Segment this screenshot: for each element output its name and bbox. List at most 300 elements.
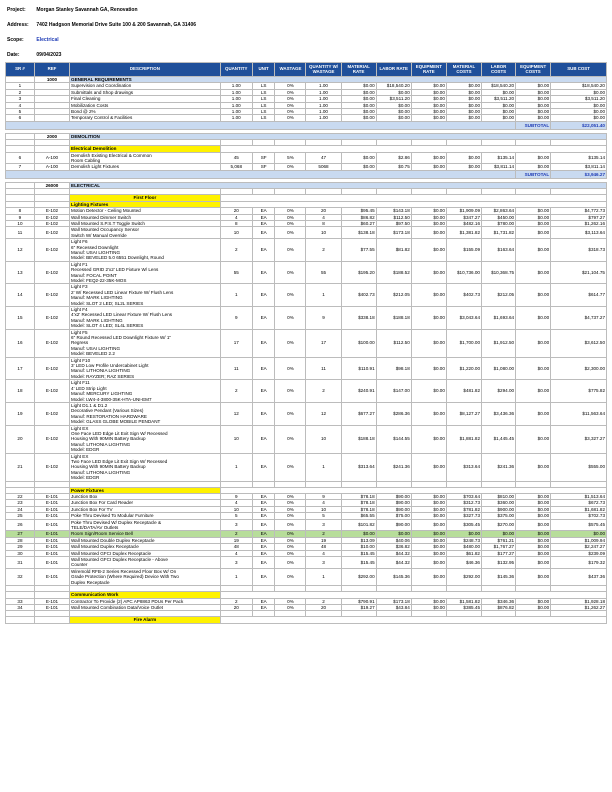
- cell-er: $0.00: [411, 83, 446, 89]
- cell-sr: 15: [6, 307, 35, 330]
- cell-er: $0.00: [411, 96, 446, 102]
- cell-sr: 30: [6, 550, 35, 556]
- cell-desc: Light F3 2' W/ Recessed LED Linear Fixture W/ Flush Lens Manuf: MARK LIGHTING Model: SLOT 2 LED; SL2L SERIES: [70, 284, 221, 307]
- cell-mc: $0.00: [446, 531, 481, 537]
- cell-mr: $790.91: [341, 598, 376, 604]
- table-row: [6, 568, 607, 585]
- cell-desc: Light EX Two Face LED Edge Lit Exit Sign W/ Recessed Housing With 90MIN Battery Backup Manuf: LITHONIA LIGHTING Model: EDGR: [70, 453, 221, 481]
- col-header: EQUIPMENT RATE: [411, 63, 446, 77]
- cell-lr: $0.00: [376, 115, 411, 121]
- cell-qty: 1.00: [220, 102, 252, 108]
- cell-ref: E-102: [34, 239, 69, 262]
- section-title: ELECTRICAL: [70, 182, 607, 188]
- cell-sr: 3: [6, 96, 35, 102]
- cell-sub: $1,262.16: [551, 220, 607, 226]
- cell-ec: $0.00: [516, 115, 551, 121]
- project-name: Morgan Stanley Savannah GA, Renovation: [36, 7, 138, 13]
- cell-desc: Final Cleaning: [70, 96, 221, 102]
- cell-unit: EA: [252, 557, 275, 569]
- table-row: [6, 380, 607, 403]
- cell-sub: $179.32: [551, 557, 607, 569]
- cell-qw: 11: [306, 357, 341, 380]
- cell-mr: $10.00: [341, 544, 376, 550]
- cell-mc: $155.09: [446, 239, 481, 262]
- cell-er: $0.00: [411, 220, 446, 226]
- cell-sub: $4,772.73: [551, 208, 607, 214]
- cell-ref: E-101: [34, 550, 69, 556]
- cell-lc: $0.00: [482, 115, 516, 121]
- category-title: Electrical Demolition: [70, 146, 221, 152]
- cell-lr: $212.05: [376, 284, 411, 307]
- project-label: Project:: [7, 7, 26, 13]
- cell-sub: $318.73: [551, 239, 607, 262]
- cell-ec: $0.00: [516, 220, 551, 226]
- cell-lc: $450.00: [482, 214, 516, 220]
- cell-ec: $0.00: [516, 519, 551, 531]
- cell-qw: 48: [306, 544, 341, 550]
- cell-mr: $101.82: [341, 519, 376, 531]
- cell-qw: 3: [306, 519, 341, 531]
- cell-wst: 0%: [275, 604, 306, 610]
- cell-lc: $3,511.20: [482, 96, 516, 102]
- cell-lr: $143.18: [376, 208, 411, 214]
- cell-er: $0.00: [411, 284, 446, 307]
- cell-wst: 0%: [275, 239, 306, 262]
- cell-lr: $90.00: [376, 494, 411, 500]
- cell-mc: $313.64: [446, 453, 481, 481]
- cell-wst: 0%: [275, 519, 306, 531]
- cell-lc: $135.14: [482, 152, 516, 164]
- cell-mr: $65.55: [341, 513, 376, 519]
- cell-ref: E-101: [34, 598, 69, 604]
- cell-wst: 0%: [275, 506, 306, 512]
- cell-sr: 4: [6, 102, 35, 108]
- cell-ec: $0.00: [516, 152, 551, 164]
- cell-er: $0.00: [411, 402, 446, 425]
- cell-mc: $292.00: [446, 568, 481, 585]
- cell-ec: $0.00: [516, 109, 551, 115]
- cell-qw: 8: [306, 220, 341, 226]
- cell-unit: EA: [252, 239, 275, 262]
- cell-unit: EA: [252, 500, 275, 506]
- cell-mc: $703.64: [446, 494, 481, 500]
- cell-wst: 0%: [275, 453, 306, 481]
- cell-sr: 29: [6, 544, 35, 550]
- cell-sub: $3,113.64: [551, 227, 607, 239]
- cell-lc: $360.00: [482, 500, 516, 506]
- cell-wst: 0%: [275, 227, 306, 239]
- cell-unit: LS: [252, 115, 275, 121]
- estimate-table: [5, 62, 607, 624]
- cell-sr: 8: [6, 208, 35, 214]
- cell-wst: 0%: [275, 307, 306, 330]
- cell-lr: $286.36: [376, 402, 411, 425]
- cell-sub: $3,811.14: [551, 164, 607, 170]
- cell-qty: 1.00: [220, 115, 252, 121]
- cell-desc: Light F11 4' LED Strip Light Manuf: MERCURY LIGHTING Model: LW4-4-3800-35K-HTA-UNI-EM7: [70, 380, 221, 403]
- cell-sr: 27: [6, 531, 35, 537]
- cell-mr: $0.00: [341, 109, 376, 115]
- col-header: SUB COST: [551, 63, 607, 77]
- cell-sub: $1,928.18: [551, 598, 607, 604]
- cell-lc: $18,540.20: [482, 83, 516, 89]
- table-header-row: [6, 63, 607, 77]
- cell-desc: Mobilization Costs: [70, 102, 221, 108]
- cell-qw: 47: [306, 152, 341, 164]
- section-title: DEMOLITION: [70, 133, 607, 139]
- cell-qty: 10: [220, 227, 252, 239]
- cell-er: $0.00: [411, 598, 446, 604]
- cell-qw: 12: [306, 402, 341, 425]
- cell-unit: EA: [252, 402, 275, 425]
- cell-ec: $0.00: [516, 307, 551, 330]
- cell-lc: $0.00: [482, 109, 516, 115]
- cell-lc: $3,811.14: [482, 164, 516, 170]
- cell-sub: $3,612.50: [551, 329, 607, 357]
- cell-mr: $240.91: [341, 380, 376, 403]
- cell-lr: $3,511.20: [376, 96, 411, 102]
- cell-qw: 1.00: [306, 109, 341, 115]
- cell-ec: $0.00: [516, 239, 551, 262]
- cell-lr: $0.00: [376, 102, 411, 108]
- cell-ref: E-101: [34, 513, 69, 519]
- cell-lr: $81.82: [376, 239, 411, 262]
- table-row: [6, 557, 607, 569]
- cell-er: $0.00: [411, 109, 446, 115]
- cell-qty: 9: [220, 307, 252, 330]
- cell-er: $0.00: [411, 164, 446, 170]
- cell-qw: 9: [306, 307, 341, 330]
- cell-wst: 0%: [275, 513, 306, 519]
- cell-desc: Wall Mounted GFCI Duplex Receptacle: [70, 550, 221, 556]
- cell-sr: 21: [6, 453, 35, 481]
- cell-ref: E-101: [34, 531, 69, 537]
- cell-mc: $781.82: [446, 506, 481, 512]
- cell-unit: EA: [252, 214, 275, 220]
- col-header: QUANTITY: [220, 63, 252, 77]
- cell-mc: $1,909.09: [446, 208, 481, 214]
- cell-lc: $0.00: [482, 102, 516, 108]
- cell-ec: $0.00: [516, 102, 551, 108]
- cell-sub: $1,262.27: [551, 604, 607, 610]
- cell-lc: $241.36: [482, 453, 516, 481]
- cell-unit: EA: [252, 208, 275, 214]
- cell-mr: $0.00: [341, 96, 376, 102]
- cell-qty: 20: [220, 604, 252, 610]
- cell-wst: 0%: [275, 531, 306, 537]
- cell-lc: $163.64: [482, 239, 516, 262]
- cell-sr: 22: [6, 494, 35, 500]
- cell-lr: $40.06: [376, 537, 411, 543]
- cell-wst: 0%: [275, 115, 306, 121]
- cell-mc: $0.00: [446, 96, 481, 102]
- cell-er: $0.00: [411, 115, 446, 121]
- cell-ref: E-101: [34, 519, 69, 531]
- col-header: UNIT: [252, 63, 275, 77]
- cell-qw: 1.00: [306, 89, 341, 95]
- cell-wst: 0%: [275, 164, 306, 170]
- cell-sub: $555.00: [551, 453, 607, 481]
- cell-ec: $0.00: [516, 96, 551, 102]
- cell-ec: $0.00: [516, 164, 551, 170]
- cell-lc: $810.00: [482, 494, 516, 500]
- cell-lc: $375.00: [482, 513, 516, 519]
- cell-lr: $18,540.20: [376, 83, 411, 89]
- cell-ref: A-100: [34, 152, 69, 164]
- cell-sr: 7: [6, 164, 35, 170]
- cell-er: $0.00: [411, 89, 446, 95]
- cell-ec: $0.00: [516, 598, 551, 604]
- cell-wst: 0%: [275, 425, 306, 453]
- cell-ref: E-101: [34, 604, 69, 610]
- cell-qw: 5: [306, 513, 341, 519]
- cell-sr: 12: [6, 239, 35, 262]
- cell-sr: 5: [6, 109, 35, 115]
- cell-lr: $112.50: [376, 214, 411, 220]
- col-header: DESCRIPTION: [70, 63, 221, 77]
- cell-mc: $482.16: [446, 220, 481, 226]
- cell-sr: 24: [6, 506, 35, 512]
- cell-qty: 5: [220, 513, 252, 519]
- cell-unit: EA: [252, 453, 275, 481]
- cell-sub: $437.36: [551, 568, 607, 585]
- cell-desc: Bond @ 2%: [70, 109, 221, 115]
- cell-ec: $0.00: [516, 513, 551, 519]
- cell-mc: $312.73: [446, 500, 481, 506]
- cell-unit: LS: [252, 96, 275, 102]
- cell-qty: 5,068: [220, 164, 252, 170]
- cell-ref: E-102: [34, 329, 69, 357]
- floor-header-row: [6, 617, 607, 623]
- col-header: QUANTITY W/ WASTAGE: [306, 63, 341, 77]
- cell-er: $0.00: [411, 357, 446, 380]
- cell-qw: 9: [306, 494, 341, 500]
- cell-sr: 26: [6, 519, 35, 531]
- cell-mr: $15.45: [341, 550, 376, 556]
- subtotal-fill: [6, 121, 516, 129]
- cell-lc: $212.05: [482, 284, 516, 307]
- cell-er: $0.00: [411, 531, 446, 537]
- cell-sr: 11: [6, 227, 35, 239]
- table-row: [6, 453, 607, 481]
- subtotal-fill: [6, 170, 516, 178]
- cell-qty: 10: [220, 506, 252, 512]
- cell-sr: 18: [6, 380, 35, 403]
- cell-qty: 11: [220, 357, 252, 380]
- cell-mr: $13.09: [341, 537, 376, 543]
- table-row: [6, 227, 607, 239]
- cell-sr: 31: [6, 557, 35, 569]
- col-header: LABOR RATE: [376, 63, 411, 77]
- cell-wst: 0%: [275, 494, 306, 500]
- cell-desc: Wall Mounted S.P.S.T Toggle Switch: [70, 220, 221, 226]
- cell-desc: Light F4 4'x2' Recessed LED Linear Fixture W/ Flush Lens Manuf: MARK LIGHTING Model: SLOT 4 LED; SL4L SERIES: [70, 307, 221, 330]
- cell-desc: Wiremold RFB-2 Series Recessed Floor Box W/ On Grade Protection (Where Required) Device With Two Duplex Receptacle: [70, 568, 221, 585]
- cell-sr: [6, 617, 35, 623]
- cell-mr: $0.00: [341, 115, 376, 121]
- cell-desc: Poke Thru Devised W/ Duplex Receptacle & TELE/DATA/AV Outlets: [70, 519, 221, 531]
- cell-lc: $270.00: [482, 519, 516, 531]
- cell-lc: $1,912.50: [482, 329, 516, 357]
- cell-er: $0.00: [411, 557, 446, 569]
- cell-lc: $2,863.64: [482, 208, 516, 214]
- cell-qty: 1: [220, 453, 252, 481]
- cell-mr: $86.82: [341, 214, 376, 220]
- cell-wst: 0%: [275, 102, 306, 108]
- cell-desc: Light F5 6" Round Recessed LED Downlight Fixture W/ 1" Regress Manuf: USAI LIGHTING Model: BEVELED 2.2: [70, 329, 221, 357]
- cell-sub: $135.14: [551, 152, 607, 164]
- cell-unit: LS: [252, 102, 275, 108]
- date-label: Date:: [7, 52, 20, 58]
- cell-ec: $0.00: [516, 402, 551, 425]
- cell-unit: EA: [252, 519, 275, 531]
- cell-wst: 0%: [275, 96, 306, 102]
- cell-lc: $876.82: [482, 604, 516, 610]
- cell-lr: $0.75: [376, 164, 411, 170]
- cell-mr: $138.18: [341, 227, 376, 239]
- cell-er: $0.00: [411, 494, 446, 500]
- cell-wst: 0%: [275, 598, 306, 604]
- cell-ec: $0.00: [516, 506, 551, 512]
- cell-lr: $90.00: [376, 500, 411, 506]
- cell-ref: E-101: [34, 568, 69, 585]
- cell-ec: $0.00: [516, 604, 551, 610]
- col-header: SR #: [6, 63, 35, 77]
- subtotal-row: [6, 170, 607, 178]
- cell-mr: $402.73: [341, 284, 376, 307]
- cell-unit: EA: [252, 380, 275, 403]
- cell-mr: $0.00: [341, 89, 376, 95]
- cell-desc: Room Sign/Room Service Bell: [70, 531, 221, 537]
- cell-ref: E-102: [34, 402, 69, 425]
- cell-lc: $1,080.00: [482, 357, 516, 380]
- cell-qw: 2: [306, 380, 341, 403]
- cell-sub: $18,540.20: [551, 83, 607, 89]
- cell-er: $0.00: [411, 102, 446, 108]
- cell-qty: 10: [220, 425, 252, 453]
- cell-sr: 28: [6, 537, 35, 543]
- cell-wst: 0%: [275, 109, 306, 115]
- cell-mc: $0.00: [446, 164, 481, 170]
- col-header: EQUIPMENT COSTS: [516, 63, 551, 77]
- cell-mc: $327.73: [446, 513, 481, 519]
- category-title: Communication Work: [70, 592, 221, 598]
- cell-lc: $780.00: [482, 220, 516, 226]
- cell-sub: $3,511.20: [551, 96, 607, 102]
- cell-lc: $145.36: [482, 568, 516, 585]
- cell-er: $0.00: [411, 513, 446, 519]
- cell-unit: EA: [252, 506, 275, 512]
- cell-mr: $0.00: [341, 102, 376, 108]
- cell-ec: $0.00: [516, 380, 551, 403]
- cell-sr: 25: [6, 513, 35, 519]
- cell-ec: $0.00: [516, 329, 551, 357]
- subtotal-row: [6, 121, 607, 129]
- cell-er: $0.00: [411, 239, 446, 262]
- cell-ref: E-102: [34, 425, 69, 453]
- table-row: [6, 357, 607, 380]
- cell-mr: $78.18: [341, 506, 376, 512]
- cell-mc: $0.00: [446, 152, 481, 164]
- cell-wst: 0%: [275, 544, 306, 550]
- cell-desc: Contractor To Provide (2) APC AP8863 PDUs Per Pack: [70, 598, 221, 604]
- cell-mc: $1,581.82: [446, 598, 481, 604]
- cell-sub: $672.73: [551, 500, 607, 506]
- table-row: [6, 261, 607, 284]
- cell-ref: E-102: [34, 453, 69, 481]
- cell-lr: $44.32: [376, 550, 411, 556]
- cell-sr: 19: [6, 402, 35, 425]
- cell-er: $0.00: [411, 604, 446, 610]
- cell-ref: E-102: [34, 357, 69, 380]
- cell-unit: EA: [252, 550, 275, 556]
- cell-ref: A-100: [34, 164, 69, 170]
- cell-mr: $60.27: [341, 220, 376, 226]
- cell-er: $0.00: [411, 537, 446, 543]
- cell-sr: 23: [6, 500, 35, 506]
- cell-lr: $43.84: [376, 604, 411, 610]
- cell-qty: 45: [220, 152, 252, 164]
- cell-desc: Wall Mounted Combination Data/Voice Outlet: [70, 604, 221, 610]
- cell-desc: Wall Mounted Occupancy Sensor Switch W/ Manual Override: [70, 227, 221, 239]
- cell-sub: $0.00: [551, 531, 607, 537]
- cell-ec: $0.00: [516, 208, 551, 214]
- subtotal-amount: $3,946.27: [551, 170, 607, 178]
- cell-qw: 4: [306, 214, 341, 220]
- cell-qty: 2: [220, 598, 252, 604]
- cell-ec: $0.00: [516, 500, 551, 506]
- cell-ref: E-101: [34, 500, 69, 506]
- cell-sub: $1,681.82: [551, 506, 607, 512]
- cell-unit: EA: [252, 544, 275, 550]
- cell-mc: $481.82: [446, 380, 481, 403]
- cell-ec: $0.00: [516, 557, 551, 569]
- cell-unit: EA: [252, 307, 275, 330]
- cell-er: $0.00: [411, 500, 446, 506]
- cell-er: $0.00: [411, 152, 446, 164]
- cell-ec: $0.00: [516, 357, 551, 380]
- cell-lr: $173.18: [376, 598, 411, 604]
- cell-er: $0.00: [411, 214, 446, 220]
- cell-lc: $0.00: [482, 531, 516, 537]
- table-row: [6, 519, 607, 531]
- cell-qty: 1.00: [220, 83, 252, 89]
- address-line: [7, 22, 196, 28]
- cell-wst: 0%: [275, 357, 306, 380]
- cell-qty: 2: [220, 380, 252, 403]
- cell-er: $0.00: [411, 261, 446, 284]
- cell-sub: $797.27: [551, 214, 607, 220]
- address-value: 7402 Hadgson Memorial Drive Suite 100 & 200 Savannah, GA 31406: [36, 22, 196, 28]
- cell-lr: $75.00: [376, 513, 411, 519]
- cell-ref: E-102: [34, 284, 69, 307]
- cell-mc: $305.45: [446, 519, 481, 531]
- cell-mc: $0.00: [446, 89, 481, 95]
- cell-mr: $195.20: [341, 261, 376, 284]
- cell-mc: $10,736.00: [446, 261, 481, 284]
- cell-lr: $90.00: [376, 519, 411, 531]
- cell-mr: $78.18: [341, 500, 376, 506]
- category-title: Fire Alarm: [70, 617, 221, 623]
- cell-wst: 0%: [275, 380, 306, 403]
- cell-qty: 4: [220, 500, 252, 506]
- cell-mc: $347.27: [446, 214, 481, 220]
- cell-ec: $0.00: [516, 227, 551, 239]
- col-header: WASTAGE: [275, 63, 306, 77]
- cell-sr: 33: [6, 598, 35, 604]
- cell-mr: $677.27: [341, 402, 376, 425]
- cell-lc: $1,693.64: [482, 307, 516, 330]
